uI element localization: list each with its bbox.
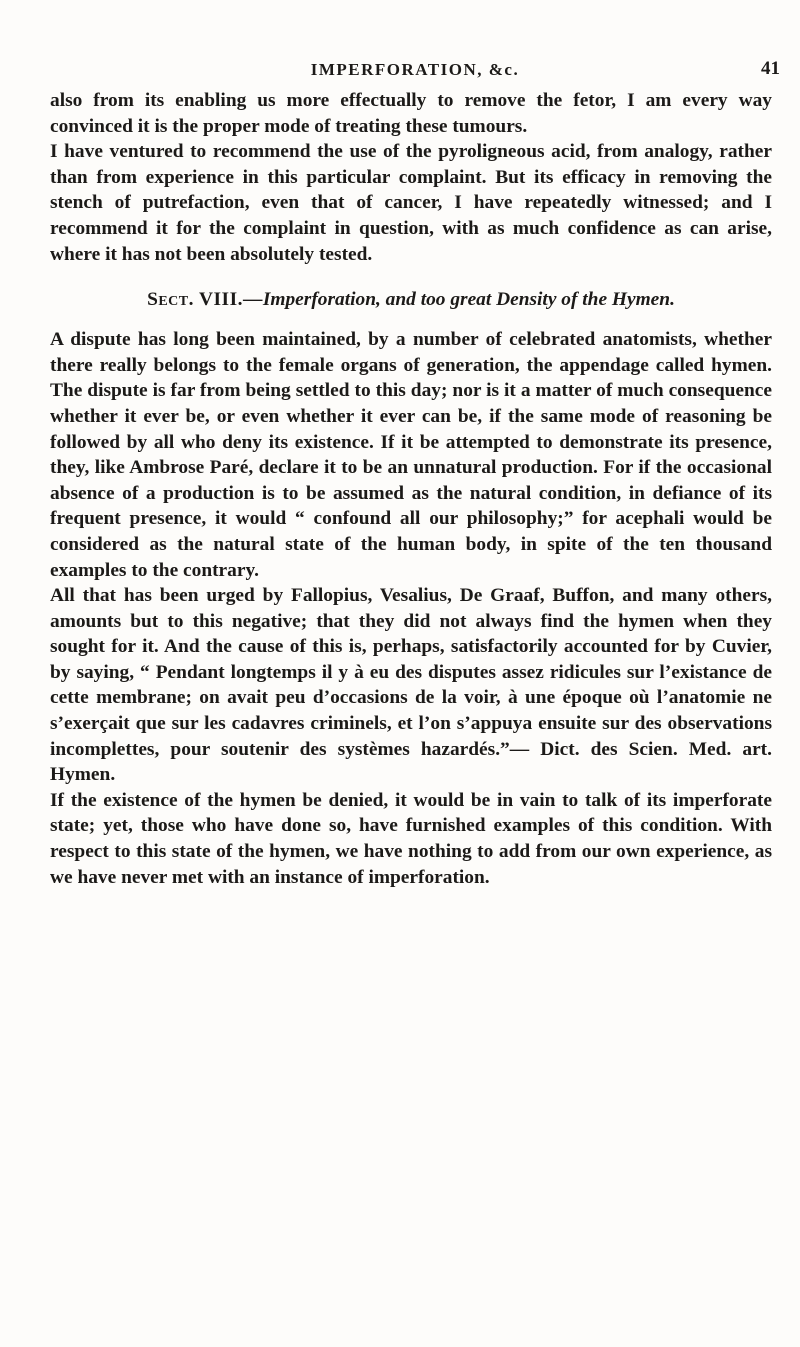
paragraph: If the existence of the hymen be denied, it would be in vain to talk of its imperforate state; yet, those who have done so, have furnished examples of this condition. With respect to this state of the hymen, we have nothing to add from our own experience, as we have never met with an instance of imperforation. xyxy=(50,789,772,888)
paragraph: also from its enabling us more effectually to remove the fetor, I am every way convinced it is the proper mode of treating these tumours. xyxy=(50,90,772,137)
paragraph: I have ventured to recommend the use of the pyroligneous acid, from analogy, rather than from experience in this particular complaint. But its efficacy in removing the stench of putrefaction, even that of cancer, I have repeatedly witnessed; and I recommend it for the complaint in question, with as much confidence as can arise, where it has not been absolutely tested. xyxy=(50,141,772,265)
page-number: 41 xyxy=(761,58,780,79)
paragraph: A dispute has long been maintained, by a number of celebrated anatomists, whether there really belongs to the female organs of generation, the appendage called hymen. The dispute is far from being settled to this day; nor is it a matter of much consequence whether it ever be, or even whether it ever can be, if the same mode of reasoning be followed by all who deny its existence. If it be attempted to demonstrate its presence, they, like Ambrose Paré, declare it to be an unnatural production. For if the occasional absence of a production is to be assumed as the natural condition, in defiance of its frequent presence, it would “ confound all our philosophy;” for acephali would be considered as the natural state of the human body, in spite of the ten thousand examples to the contrary. xyxy=(50,329,772,581)
body-text xyxy=(50,88,772,890)
section-label: Sect. VIII.— xyxy=(147,289,263,311)
section-heading xyxy=(50,287,772,313)
running-title: IMPERFORATION, &c. xyxy=(310,60,520,79)
paragraph: All that has been urged by Fallopius, Vesalius, De Graaf, Buffon, and many others, amounts but to this negative; that they did not always find the hymen when they sought for it. And the cause of this is, perhaps, satisfactorily accounted for by Cuvier, by saying, “ Pendant longtemps il y à eu des disputes assez ridicules sur l’existance de cette membrane; on avait peu d’occasions de la voir, à une époque où l’anatomie ne s’exerçait que sur les cadavres criminels, et l’on s’appuya ensuite sur des observations incomplettes, pour soutenir des systèmes hazardés.”— Dict. des Scien. Med. art. Hymen. xyxy=(50,585,772,786)
section-title: Imperforation, and too great Density of the Hymen. xyxy=(262,289,675,311)
running-head xyxy=(50,60,780,86)
